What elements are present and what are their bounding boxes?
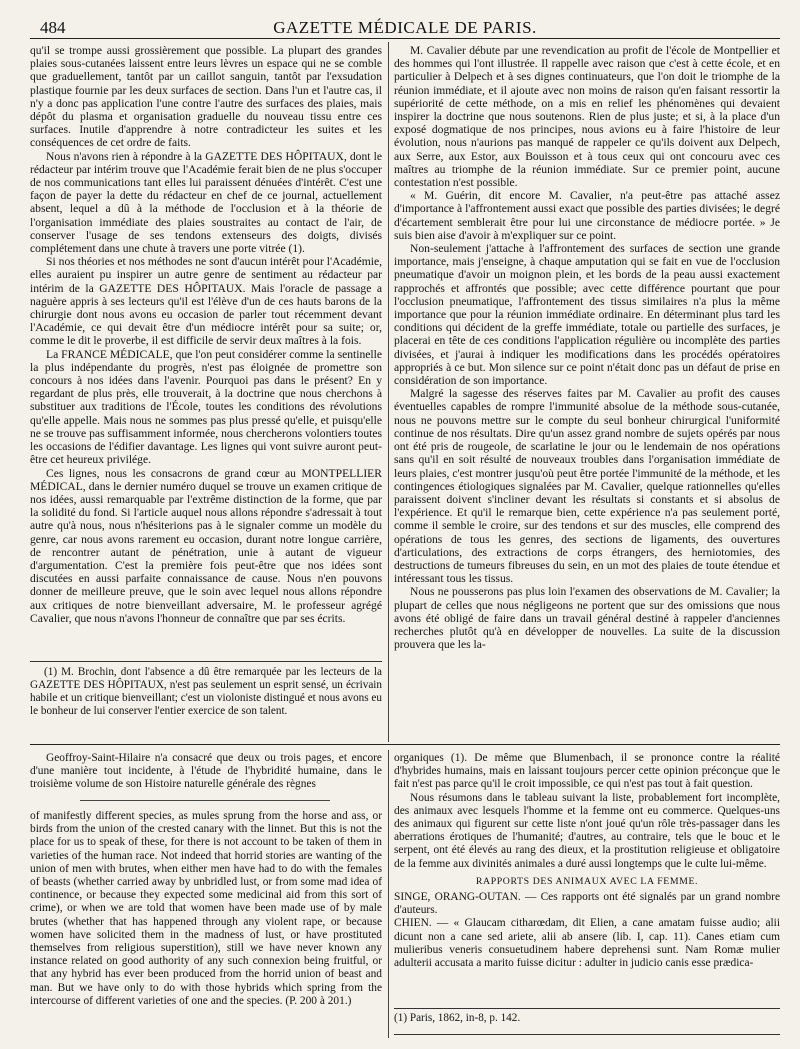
lower-right-column <box>394 752 780 970</box>
english-quotation: of manifestly different species, as mules sprung from the horse and ass, or birds from the union of the crested canary with the linnet. But this is not the place for us to speak of these, for there is not account to be taken of them in varieties of the human race. Not indeed that horrid stories are wanting of the union of men with brutes, when either men have had to do with the females of beasts (whether carried away by unbridled lust, or from some mad idea of continence, or because they expected some medicinal aid from this sort of crime), or when we are told that women have been made use of by male brutes (whether that has happened through any violent rape, or because women have solicited them in the madness of lust, or have prostituted themselves from religious superstition), still we have never known any instance related on good authority of any such connexion being fruitful, or that any hybrid has ever been produced from the horrid union of beast and man. But we have only to do with those hybrids which spring from the intercourse of different varieties of one and the species. (P. 200 à 201.) <box>30 810 382 1007</box>
entry-text: — Ces rapports ont été signalés par un grand nombre d'auteurs. <box>394 891 780 917</box>
paragraph: M. Cavalier débute par une revendication au profit de l'école de Montpellier et des hommes qui l'ont illustrée. Il rappelle avec raison que c'est à cette école, et en particulier à Delpech et à ses dignes continuateurs, que l'on doit le triomphe de la réunion immédiate, et il ajoute avec non moins de raison qu'en faisant ressortir la supériorité de cette méthode, on a mis en relief les phénomènes qui devaient inspirer la doctrine que nous soutenons. Rien de plus juste; et si, à la place d'un exposé dogmatique de nos principes, nous avions eu à faire l'histoire de leur évolution, nous n'aurions pas manqué de rappeler ce qu'ils doivent aux Delpech, aux Serre, aux Estor, aux Bouisson et à tous ceux qui ont concouru avec ces maîtres au triomphe de la réunion immédiate. Sur ce premier point, aucune contestation n'est possible. <box>394 44 780 190</box>
paragraph: Malgré la sagesse des réserves faites par M. Cavalier au profit des causes éventuelles capables de rompre l'immunité absolue de la méthode sous-cutanée, nous ne pouvons mettre sur le compte du seul bonheur chirurgical l'uniformité continue de nos résultats. Dire qu'un assez grand nombre de sujets opérés par nous ont été pris de rougeole, de scarlatine le jour ou le lendemain de nos opérations sans qu'il en soit résulté de nouveaux troubles dans l'organisation immédiate de leurs plaies, c'est montrer jusqu'où peut être portée l'immunité de la méthode, et les contingences étiologiques signalées par M. Cavalier, quelque rationnelles qu'elles paraissent doivent s'incliner devant les résultats si constants et si absolus de l'expérience. Et qu'il le remarque bien, cette expérience n'a pas seulement porté, comme il semble le croire, sur des tendons et sur des muscles, elle comprend des opérations de tous les genres, des sections de ligaments, des ouvertures d'articulations, des extractions de corps étrangers, des herniotomies, des destructions de tumeurs fibreuses du sein, en un mot des plaies de toute étendue et intéressant tous les tissus. <box>394 387 780 586</box>
entry-chien <box>394 917 780 970</box>
section-heading: RAPPORTS DES ANIMAUX AVEC LA FEMME. <box>475 875 699 887</box>
quote-rule <box>80 800 330 801</box>
page-number: 484 <box>40 18 66 37</box>
lower-left-intro <box>30 752 382 792</box>
paragraph: Non-seulement j'attache à l'affrontement des surfaces de section une grande importance, mais j'enseigne, à chaque amputation qui se fait en vue de l'occlusion pneumatique d'avoir un moignon plein, et les bords de la peau aussi exactement rapprochés et affrontés que possible; avec cette différence pourtant que pour l'occlusion pneumatique, l'affrontement des tissus similaires n'a plus la même importance que pour la réunion immédiate ordinaire. En déterminant plus tard les conditions qui décident de la greffe immédiate, totale ou partielle des surfaces, je placerai en tête de ces conditions l'application régulière ou incomplète des parties divisées, et j'aurai à indiquer les modifications dans les procédés opératoires appropriés à ce but. Mon silence sur ce point n'était donc pas un défaut de prise en considération de son importance. <box>394 242 780 388</box>
footnote-text: (1) M. Brochin, dont l'absence a dû être remarquée par les lecteurs de la GAZETTE DES HÔPITAUX, n'est pas seulement un esprit sensé, un écrivain habile et un critique bienveillant; c'est un violoniste distingué et nous avons eu le bonheur de lui conserver l'entier exercice de son talent. <box>30 666 382 717</box>
entry-term: CHIEN. <box>394 917 432 930</box>
paragraph: Nous résumons dans le tableau suivant la liste, probablement fort incomplète, des animaux avec lesquels l'homme et la femme ont eu commerce. Quelques-uns des animaux qui figurent sur cette liste n'ont joué qu'un rôle très-passager dans les aberrations érotiques de l'humanité; d'autres, au contraire, tels que le bouc et le serpent, ont été élevés au rang des dieux, et la prostitution religieuse et obligatoire de la femme aux divinités animales a duré aussi longtemps que le culte lui-même. <box>394 791 780 870</box>
right-footnote: (1) Paris, 1862, in-8, p. 142. <box>394 1012 521 1024</box>
lower-column-divider <box>388 750 389 1038</box>
paragraph: Geoffroy-Saint-Hilaire n'a consacré que deux ou trois pages, et encore d'une manière tout incidente, à l'étude de l'hybridité humaine, dans le troisième volume de son Histoire naturelle générale des règnes <box>30 752 382 791</box>
paragraph: Ces lignes, nous les consacrons de grand cœur au MONTPELLIER MÉDICAL, dans le dernier numéro duquel se trouve un examen critique de nos idées, aussi remarquable par l'extrême distinction de la forme, que par la solidité du fond. Si l'article auquel nous allons répondre s'adressait à tout autre qu'à nous, nous n'hésiterions pas à le signaler comme un modèle du genre, car nous avons rarement eu occasion, durant notre longue carrière, de rencontrer autant de pénétration, unie à autant de vigueur d'argumentation. C'est la première fois peut-être que nos idées sont discutées en aussi parfaite connaissance de cause. Nous n'en pouvons donner de meilleure preuve, que le soin avec lequel nous allons répondre aux critiques de notre bienveillant adversaire, M. le professeur agrégé Cavalier, que nous n'avons l'honneur de connaître que par ses écrits. <box>30 466 382 625</box>
paragraph: « M. Guérin, dit encore M. Cavalier, n'a peut-être pas attaché assez d'importance à l'affrontement aussi exact que possible des parties divisées; le degré d'écartement semblerait être pour lui une circonstance de médiocre portée. » Je suis bien aise d'avoir à m'expliquer sur ce point. <box>394 189 780 242</box>
header-rule <box>30 38 780 39</box>
left-column <box>30 44 382 625</box>
right-footnote-rule <box>394 1008 780 1009</box>
paragraph: Si nos théories et nos méthodes ne sont d'aucun intérêt pour l'Académie, elles auraient pu inspirer un autre genre de sentiment au rédacteur par intérim de la GAZETTE DES HÔPITAUX. Mais l'oracle de passage a naguère appris à ses lecteurs qu'il est l'élève d'un de ces hauts barons de la chirurgie dont nous avons eu occasion de parler tout récemment devant l'Académie, ce qui devait être d'un médiocre intérêt pour sa suite; or, comme le dit le proverbe, il est difficile de servir deux maîtres à la fois. <box>30 255 382 348</box>
lower-left-quote <box>30 810 382 1008</box>
footnote-rule <box>30 661 382 662</box>
journal-title: GAZETTE MÉDICALE DE PARIS. <box>273 18 537 37</box>
end-rule <box>394 1034 780 1035</box>
right-column <box>394 44 780 651</box>
paragraph: organiques (1). De même que Blumenbach, il se prononce contre la réalité d'hybrides humains, mais en laissant toujours percer cette opinion préconçue que le fait n'est pas parce qu'il le croit impossible, ce qui n'est pas tout à fait question. <box>394 752 780 791</box>
paragraph: Nous n'avons rien à répondre à la GAZETTE DES HÔPITAUX, dont le rédacteur par intérim trouve que l'Académie ferait bien de ne plus s'occuper de nos communications tant elles lui paraissent dénuées d'intérêt. C'est une façon de payer la dette du rédacteur en chef de ce journal, actuellement absent, lequel a dû à la méthode de l'occlusion et à la théorie de l'organisation immédiate des plaies soustraites au contact de l'air, de conserver l'usage de ses tendons extenseurs des doigts, divisés complétement dans une chute à travers une porte vitrée (1). <box>30 149 382 256</box>
paragraph: La FRANCE MÉDICALE, que l'on peut considérer comme la sentinelle la plus indépendante du progrès, n'est pas éloignée de promettre son concours à nos idées dans l'avenir. Pourquoi pas dans le présent? En y regardant de plus près, elle trouverait, à la doctrine que nous cherchons à substituer aux traditions de l'École, toutes les conditions des révolutions qu'elle appelle. Mais nous ne sommes pas plus pressé qu'elle, et puisqu'elle ne se trouve pas suffisamment informée, nous chercherons volontiers toutes les occasions de l'édifier davantage. Les lignes qui vont suivre auront peut-être cet heureux privilége. <box>30 347 382 467</box>
section-separator <box>30 744 780 745</box>
entry-singe <box>394 891 780 917</box>
paragraph: qu'il se trompe aussi grossièrement que possible. La plupart des grandes plaies sous-cutanées laissent entre leurs lèvres un espace qui ne se comble que graduellement, tantôt par un caillot sanguin, tantôt par l'exsudation plastique fournie par les deux surfaces de section. Dans l'un et l'autre cas, il n'y a donc pas application l'une contre l'autre des surfaces des plaies, mais dépôt du plasma et organisation graduelle du nouveau tissu entre ces surfaces. Inutile d'apprendre à notre contradicteur les suites et les conséquences de cet ordre de faits. <box>30 44 382 150</box>
page-header <box>30 14 780 40</box>
paragraph: Nous ne pousserons pas plus loin l'examen des observations de M. Cavalier; la plupart de celles que nous négligeons ne portent que sur des omissions que nous avons été obligé de faire dans un travail général destiné à rappeler d'anciennes recherches plutôt qu'à en développer de nouvelles. La suite de la discussion prouvera que les la- <box>394 585 780 652</box>
left-footnote <box>30 666 382 718</box>
entry-text: — « Glaucam citharœdam, dit Elien, a cane amatam fuisse audio; alii dicunt non a cane sed ariete, alii ab ansere (lib. I, cap. 11). Canes etiam cum mulieribus veneris consuetudinem habere deprehensi sunt. Nam Romæ mulier adulterii accusata a marito fuisse dicitur : adulter in judicio canis esse prædica- <box>394 917 780 970</box>
entry-term: SINGE, ORANG-OUTAN. <box>394 891 521 904</box>
column-divider <box>388 42 389 742</box>
